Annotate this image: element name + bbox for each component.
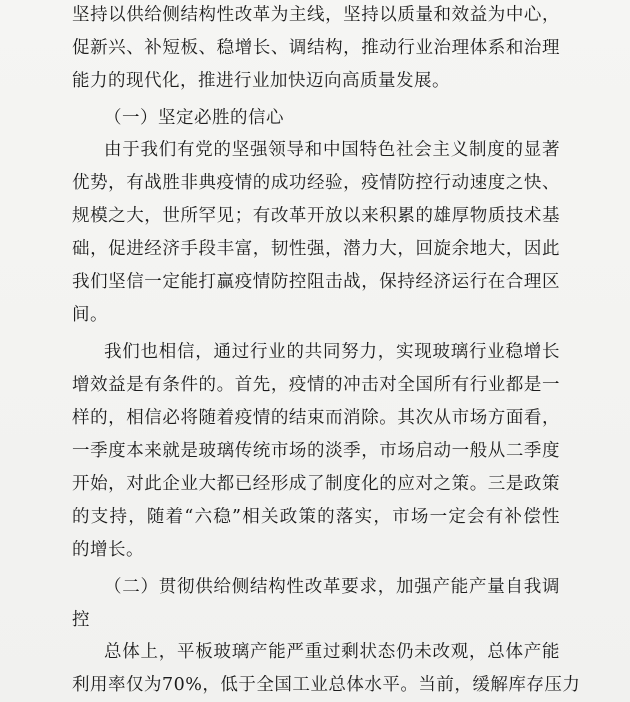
section-heading-1: （一）坚定必胜的信心 [104,108,284,128]
text-line: 规模之大，世所罕见；有改革开放以来积累的雄厚物质技术基 [72,206,560,226]
text-line: 总体上，平板玻璃产能严重过剩状态仍未改观，总体产能 [104,642,560,662]
text-line: 的支持，随着“六稳”相关政策的落实，市场一定会有补偿性 [72,507,560,527]
text-line: 增效益是有条件的。首先，疫情的冲击对全国所有行业都是一 [72,375,560,395]
section-heading-2-cont: 控 [72,610,90,630]
text-line: 样的，相信必将随着疫情的结束而消除。其次从市场方面看， [72,408,560,428]
text-line: 由于我们有党的坚强领导和中国特色社会主义制度的显著 [104,140,560,160]
text-line: 的增长。 [72,540,144,560]
text-line: 开始，对此企业大都已经形成了制度化的应对之策。三是政策 [72,474,560,494]
text-line: 促新兴、补短板、稳增长、调结构，推动行业治理体系和治理 [72,38,560,58]
text-line: 利用率仅为70%，低于全国工业总体水平。当前，缓解库存压力 [72,675,581,695]
text-line: 能力的现代化，推进行业加快迈向高质量发展。 [72,71,450,91]
text-line: 坚持以供给侧结构性改革为主线，坚持以质量和效益为中心， [72,5,560,25]
text-line: 间。 [72,305,108,325]
text-line: 我们坚信一定能打赢疫情防控阻击战，保持经济运行在合理区 [72,272,560,292]
text-line: 我们也相信，通过行业的共同努力，实现玻璃行业稳增长 [104,342,560,362]
text-line: 一季度本来就是玻璃传统市场的淡季，市场启动一般从二季度 [72,441,560,461]
section-heading-2: （二）贯彻供给侧结构性改革要求，加强产能产量自我调 [104,577,560,597]
text-line: 础，促进经济手段丰富，韧性强，潜力大，回旋余地大，因此 [72,239,560,259]
text-line: 优势，有战胜非典疫情的成功经验，疫情防控行动速度之快、 [72,173,560,193]
